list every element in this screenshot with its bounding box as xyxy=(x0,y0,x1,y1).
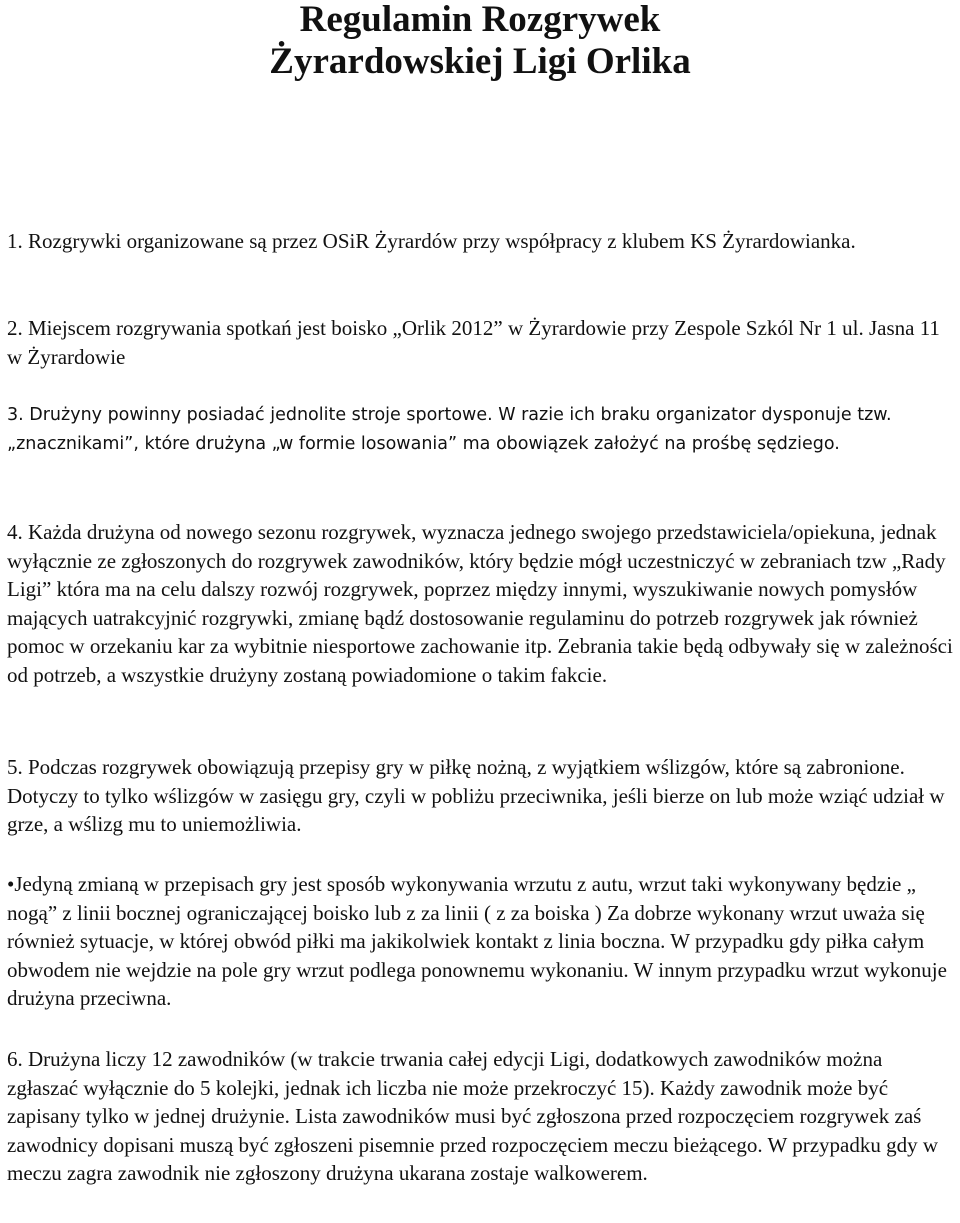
rule-1: 1. Rozgrywki organizowane są przez OSiR Żyrardów przy współpracy z klubem KS Żyrardowianka. xyxy=(7,229,856,253)
rule-3: 3. Drużyny powinny posiadać jednolite stroje sportowe. W razie ich braku organizator dysponuje tzw. „znacznikami”, które drużyna „w formie losowania” ma obowiązek założyć na prośbę sędziego. xyxy=(7,405,892,454)
rule-2: 2. Miejscem rozgrywania spotkań jest boisko „Orlik 2012” w Żyrardowie przy Zespole Szkól Nr 1 ul. Jasna 11 w Żyrardowie xyxy=(7,316,940,369)
rule-5: 5. Podczas rozgrywek obowiązują przepisy gry w piłkę nożną, z wyjątkiem wślizgów, które są zabronione. Dotyczy to tylko wślizgów w zasięgu gry, czyli w pobliżu przeciwnika, jeśli bierze on lub może wziąć udział w grze, a wślizg mu to uniemożliwia. xyxy=(7,755,945,837)
title-line-1: Regulamin Rozgrywek xyxy=(299,0,661,40)
rule-6: 6. Drużyna liczy 12 zawodników (w trakcie trwania całej edycji Ligi, dodatkowych zawodników można zgłaszać wyłącznie do 5 kolejki, jednak ich liczba nie może przekroczyć 15). Każdy zawodnik może być zapisany tylko w jednej drużynie. Lista zawodników musi być zgłoszona przed rozpoczęciem rozgrywek zaś zawodnicy dopisani muszą być zgłoszeni pisemnie przed rozpoczęciem meczu bieżącego. W przypadku gdy w meczu zagra zawodnik nie zgłoszony drużyna ukarana zostaje walkowerem. xyxy=(7,1047,939,1186)
rule-5-bullet: •Jedyną zmianą w przepisach gry jest sposób wykonywania wrzutu z autu, wrzut taki wykonywany będzie „ nogą” z linii bocznej ograniczającej boisko lub z za linii ( z za boiska ) Za dobrze wykonany wrzut uważa się również sytuacje, w której obwód piłki ma jakikolwiek kontakt z linia boczna. W przypadku gdy piłka całym obwodem nie wejdzie na pole gry wrzut podlega ponownemu wykonaniu. W innym przypadku wrzut wykonuje drużyna przeciwna. xyxy=(7,872,947,1011)
rule-4: 4. Każda drużyna od nowego sezonu rozgrywek, wyznacza jednego swojego przedstawiciela/opiekuna, jednak wyłącznie ze zgłoszonych do rozgrywek zawodników, który będzie mógł uczestniczyć w zebraniach tzw „Rady Ligi” która ma na celu dalszy rozwój rozgrywek, poprzez między innymi, wyszukiwanie nowych pomysłów mających uatrakcyjnić rozgrywki, zmianę bądź dostosowanie regulaminu do potrzeb rozgrywek jak również pomoc w orzekaniu kar za wybitnie niesportowe zachowanie itp. Zebrania takie będą odbywały się w zależności od potrzeb, a wszystkie drużyny zostaną powiadomione o takim fakcie. xyxy=(7,520,953,687)
title-line-2: Żyrardowskiej Ligi Orlika xyxy=(269,41,691,82)
